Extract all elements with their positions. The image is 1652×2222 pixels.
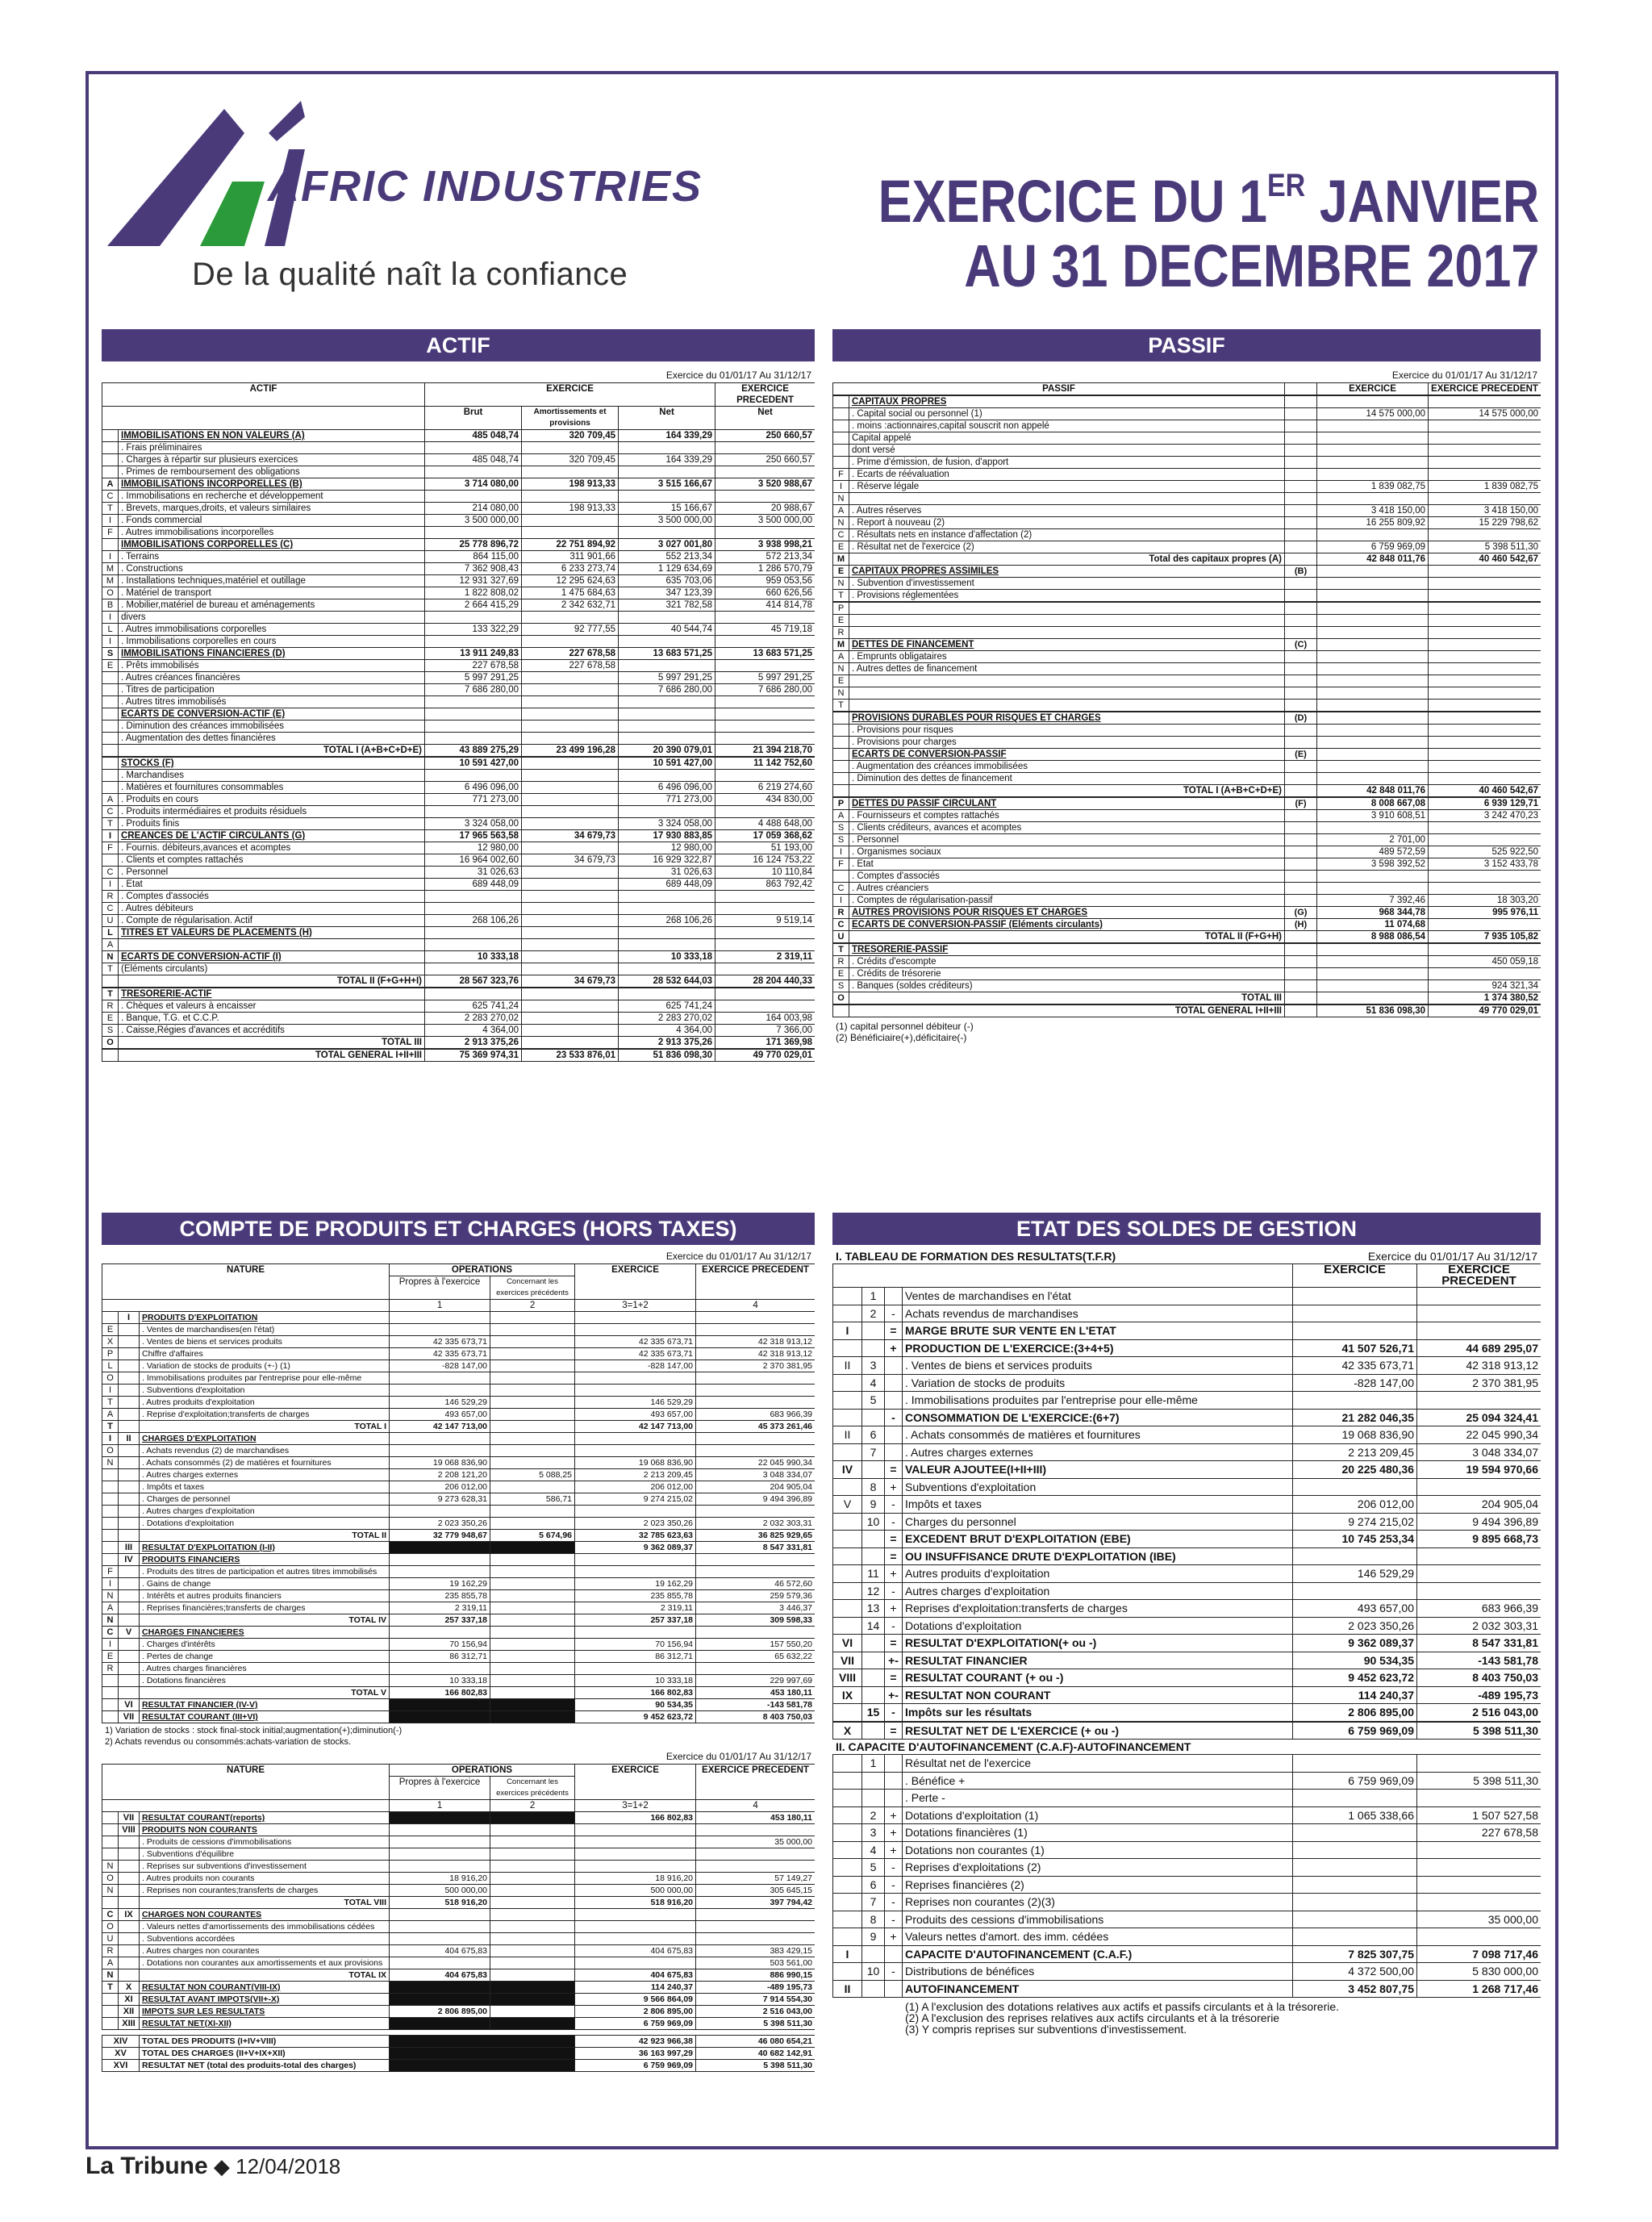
table-row: I II CHARGES D'EXPLOITATION (102, 1433, 816, 1445)
table-row: M DETTES DE FINANCEMENT (C) (833, 639, 1541, 651)
table-row: 12 - Autres charges d'exploitation (833, 1582, 1541, 1600)
table-row: A . Emprunts obligataires (833, 651, 1541, 663)
table-row: XII IMPOTS SUR LES RESULTATS 2 806 895,00 2 806 895,00 2 516 043,00 (102, 2006, 816, 2018)
table-row: V 9 - Impôts et taxes 206 012,00 204 905,04 (833, 1496, 1541, 1514)
table-row: dont versé (833, 445, 1541, 457)
table-row: L . Variation de stocks de produits (+-) (1) -828 147,00 -828 147,00 2 370 381,95 (102, 1360, 816, 1372)
table-row: I PRODUITS D'EXPLOITATION (102, 1312, 816, 1324)
table-row: . Charges à répartir sur plusieurs exercices 485 048,74 320 709,45 164 339,29 250 660,57 (102, 454, 816, 466)
table-row: = EXCEDENT BRUT D'EXPLOITATION (EBE) 10 745 253,34 9 895 668,73 (833, 1531, 1541, 1548)
table-row: R AUTRES PROVISIONS POUR RISQUES ET CHARGES (G) 968 344,78 995 976,11 (833, 907, 1541, 919)
table-row: C V CHARGES FINANCIERES (102, 1627, 816, 1639)
table-row: A . Fournisseurs et comptes rattachés 3 910 608,51 3 242 470,23 (833, 810, 1541, 822)
table-row: IMMOBILISATIONS CORPORELLES (C) 25 778 896,72 22 751 894,92 3 027 001,80 3 938 998,21 (102, 539, 816, 551)
table-row: PROVISIONS DURABLES POUR RISQUES ET CHARGES (D) (833, 712, 1541, 725)
actif-heading: ACTIF (102, 329, 815, 361)
table-row: N . Achats consommés (2) de matières et fournitures 19 068 836,90 19 068 836,90 22 045 990,34 (102, 1457, 816, 1469)
table-row: IV PRODUITS FINANCIERS (102, 1554, 816, 1566)
table-row: A . Reprise d'exploitation;transferts de charges 493 657,00 493 657,00 683 966,39 (102, 1409, 816, 1421)
table-row: II AUTOFINANCEMENT 3 452 807,75 1 268 717,46 (833, 1980, 1541, 1998)
cpc2-table: NATURE OPERATIONS EXERCICE EXERCICE PRECEDENT Propres à l'exercice Concernant les exercices précédents 1 2 3=1+2 4 VII RESULTAT COURANT(reports) 166 802,83 453 180,11 VIII PRODUITS NON COURANTS . Produits de cessions d'immobilisations 35 000,00 . Subventions d'équilibre N . Reprises sur subventions d'investissement O . Autres produits non courants 18 916,20 18 916,20 57 149,27 N . Reprises non courantes;transferts de charges 500 000,00 500 000,00 305 645,15 TOTAL VIII 518 916,20 518 916,20 397 794,42 C IX CHARGES NON COURANTES O . Valeurs nettes d'amortissements des immobilisations cédées U . Subventions accordées R . Autres charges non courantes 404 675,83 404 675,83 383 429,15 A . Dotations non courantes aux amortissements et aux provisions 503 561,00 N TOTAL IX 404 675,83 404 675,83 886 990,15 T X RESULTAT NON COURANT(VIII-IX) 114 240,37 -489 195,73 XI RESULTAT AVANT IMPOTS(VII+-X) 9 566 864,09 7 914 554,30 XII IMPOTS SUR LES RESULTATS 2 806 895,00 2 806 895,00 2 516 043,00 XIII RESULTAT NET(XI-XII) 6 759 969,09 5 398 511,30 (102, 1764, 815, 2030)
table-row: N ECARTS DE CONVERSION-ACTIF (I) 10 333,18 10 333,18 2 319,11 (102, 951, 816, 963)
table-row: M . Constructions 7 362 908,43 6 233 273,74 1 129 634,69 1 286 570,79 (102, 563, 816, 575)
cpc-heading: COMPTE DE PRODUITS ET CHARGES (HORS TAXES) (102, 1213, 815, 1245)
table-row: S . Personnel 2 701,00 (833, 834, 1541, 846)
table-row: 14 - Dotations d'exploitation 2 023 350,26 2 032 303,31 (833, 1617, 1541, 1635)
table-row: I . Etat 689 448,09 689 448,09 863 792,42 (102, 879, 816, 891)
table-row: . Primes de remboursement des obligations (102, 466, 816, 478)
table-row: X = RESULTAT NET DE L'EXERCICE (+ ou -) 6 759 969,09 5 398 511,30 (833, 1722, 1541, 1740)
table-row: 15 - Impôts sur les résultats 2 806 895,00 2 516 043,00 (833, 1704, 1541, 1722)
table-row: VII RESULTAT COURANT(reports) 166 802,83 453 180,11 (102, 1812, 816, 1824)
footer-separator: ◆ (213, 2154, 236, 2178)
actif-panel (102, 368, 815, 1207)
esg-tfr-table: EXERCICE EXERCICE PRECEDENT 1 Ventes de marchandises en l'état 2 - Achats revendus de marchandises I = MARGE BRUTE SUR VENTE EN L'ETAT + PRODUCTION DE L'EXERCICE:(3+4+5) 41 507 526,71 44 689 295,07 II 3 . Ventes de biens et services produits 42 335 673,71 42 318 913,12 4 . Variation de stocks de produits -828 147,00 2 370 381,95 5 . Immobilisations produites par l'entreprise pour elle-même - CONSOMMATION DE L'EXERCICE:(6+7) 21 282 046,35 25 094 324,41 II 6 . Achats consommés de matières et fournitures 19 068 836,90 22 045 990,34 7 . Autres charges externes 2 213 209,45 3 048 334,07 IV = VALEUR AJOUTEE(I+II+III) 20 225 480,36 19 594 970,66 8 + Subventions d'exploitation V 9 - Impôts et taxes 206 012,00 204 905,04 10 - Charges du personnel 9 274 215,02 9 494 396,89 = EXCEDENT BRUT D'EXPLOITATION (EBE) 10 745 253,34 9 895 668,73 = OU INSUFFISANCE DRUTE D'EXPLOITATION (IBE) 11 + Autres produits d'exploitation 146 529,29 12 - Autres charges d'exploitation 13 + Reprises d'exploitation:transferts de charges 493 657,00 683 966,39 14 - Dotations d'exploitation 2 023 350,26 2 032 303,31 VI = RESULTAT D'EXPLOITATION(+ ou -) 9 362 089,37 8 547 331,81 VII +- RESULTAT FINANCIER 90 534,35 -143 581,78 VIII = RESULTAT COURANT (+ ou -) 9 452 623,72 8 403 750,03 IX +- RESULTAT NON COURANT 114 240,37 -489 195,73 15 - Impôts sur les résultats 2 806 895,00 2 516 043,00 X = RESULTAT NET DE L'EXERCICE (+ ou -) 6 759 969,09 5 398 511,30 (832, 1263, 1541, 1740)
company-tagline: De la qualité naît la confiance (192, 257, 628, 292)
table-row: TOTAL GENERAL I+II+III 75 369 974,31 23 533 876,01 51 836 098,30 49 770 029,01 (102, 1050, 816, 1062)
newspaper-name: La Tribune (86, 2153, 208, 2179)
table-row: . Comptes d'associés (833, 871, 1541, 883)
table-row: 7 . Autres charges externes 2 213 209,45 3 048 334,07 (833, 1443, 1541, 1461)
totals-row: XIV TOTAL DES PRODUITS (I+IV+VIII) 42 923 966,38 46 080 654,21 (102, 2036, 816, 2048)
table-row: U . Compte de régularisation. Actif 268 106,26 268 106,26 9 519,14 (102, 915, 816, 927)
table-row: 3 + Dotations financières (1) 227 678,58 (833, 1824, 1541, 1842)
table-row: N . Reprises non courantes;transferts de charges 500 000,00 500 000,00 305 645,15 (102, 1885, 816, 1897)
cpc2-period: Exercice du 01/01/17 Au 31/12/17 (665, 1751, 811, 1762)
table-row: 6 - Reprises financières (2) (833, 1876, 1541, 1894)
table-row: T (833, 700, 1541, 712)
table-row: T . Brevets, marques,droits, et valeurs similaires 214 080,00 198 913,33 15 166,67 20 988,67 (102, 503, 816, 515)
actif-table: ACTIF EXERCICE EXERCICE PRECEDENT Brut Amortissements et provisions Net Net IMMOBILISATIONS EN NON VALEURS (A) 485 048,74 320 709,45 164 339,29 250 660,57 . Frais préliminaires . Charges à répartir sur plusieurs exercices 485 048,74 320 709,45 164 339,29 250 660,57 . Primes de remboursement des obligations A IMMOBILISATIONS INCORPORELLES (B) 3 714 080,00 198 913,33 3 515 166,67 3 520 988,67 C . Immobilisations en recherche et développement T . Brevets, marques,droits, et valeurs similaires 214 080,00 198 913,33 15 166,67 20 988,67 I . Fonds commercial 3 500 000,00 3 500 000,00 3 500 000,00 F . Autres immobilisations incorporelles IMMOBILISATIONS CORPORELLES (C) 25 778 896,72 22 751 894,92 3 027 001,80 3 938 998,21 I . Terrains 864 115,00 311 901,66 552 213,34 572 213,34 M . Constructions 7 362 908,43 6 233 273,74 1 129 634,69 1 286 570,79 M . Installations techniques,matériel et outillage 12 931 327,69 12 295 624,63 635 703,06 959 053,56 O . Matériel de transport 1 822 808,02 1 475 684,63 347 123,39 660 626,56 B . Mobilier,matériel de bureau et aménagements 2 664 415,29 2 342 632,71 321 782,58 414 814,78 I divers L . Autres immobilisations corporelles 133 322,29 92 777,55 40 544,74 45 719,18 I . Immobilisations corporelles en cours S IMMOBILISATIONS FINANCIERES (D) 13 911 249,83 227 678,58 13 683 571,25 13 683 571,25 E . Prêts immobilisés 227 678,58 227 678,58 . Autres créances financières 5 997 291,25 5 997 291,25 5 997 291,25 . Titres de participation 7 686 280,00 7 686 280,00 7 686 280,00 . Autres titres immobilisés ECARTS DE CONVERSION-ACTIF (E) . Diminution des créances immobilisées . Augmentation des dettes financières TOTAL I (A+B+C+D+E) 43 889 275,29 23 499 196,28 20 390 079,01 21 394 218,70 STOCKS (F) 10 591 427,00 10 591 427,00 11 142 752,60 . Marchandises . Matières et fournitures consommables 6 496 096,00 6 496 096,00 6 219 274,60 A . Produits en cours 771 273,00 771 273,00 434 830,00 C . Produits intermédiaires et produits résiduels T . Produits finis 3 324 058,00 3 324 058,00 4 488 648,00 I CREANCES DE L'ACTIF CIRCULANTS (G) 17 965 563,58 34 679,73 17 930 883,85 17 059 368,62 F . Fournis. débiteurs,avances et acomptes 12 980,00 12 980,00 51 193,00 . Clients et comptes rattachés 16 964 002,60 34 679,73 16 929 322,87 16 124 753,22 C . Personnel 31 026,63 31 026,63 10 110,84 I . Etat 689 448,09 689 448,09 863 792,42 R . Comptes d'associés C . Autres débiteurs U . Compte de régularisation. Actif 268 106,26 268 106,26 9 519,14 L TITRES ET VALEURS DE PLACEMENTS (H) A N ECARTS DE CONVERSION-ACTIF (I) 10 333,18 10 333,18 2 319,11 T (Eléments circulants) TOTAL II (F+G+H+I) 28 567 323,76 34 679,73 28 532 644,03 28 204 440,33 T TRESORERIE-ACTIF R . Chèques et valeurs à encaisser 625 741,24 625 741,24 E . Banque, T.G. et C.C.P. 2 283 270,02 2 283 270,02 164 003,98 S . Caisse,Régies d'avances et accréditifs 4 364,00 4 364,00 7 366,00 O TOTAL III 2 913 375,26 2 913 375,26 171 369,98 TOTAL GENERAL I+II+III 75 369 974,31 23 533 876,01 51 836 098,30 49 770 029,01 (102, 382, 815, 1062)
table-row: O TOTAL III 2 913 375,26 2 913 375,26 171 369,98 (102, 1037, 816, 1049)
passif-period: Exercice du 01/01/17 Au 31/12/17 (1391, 370, 1537, 381)
table-row: . Impôts et taxes 206 012,00 206 012,00 204 905,04 (102, 1481, 816, 1493)
table-row: S . Caisse,Régies d'avances et accréditifs 4 364,00 4 364,00 7 366,00 (102, 1025, 816, 1037)
esg-section2-title: II. CAPACITE D'AUTOFINANCEMENT (C.A.F)-AUTOFINANCEMENT (836, 1740, 1191, 1753)
totals-row: XV TOTAL DES CHARGES (II+V+IX+XII) 36 163 997,29 40 682 142,91 (102, 2048, 816, 2060)
table-row: . Prime d'émission, de fusion, d'apport (833, 457, 1541, 469)
table-row: 5 . Immobilisations produites par l'entreprise pour elle-même (833, 1392, 1541, 1410)
table-row: 2 - Achats revendus de marchandises (833, 1305, 1541, 1322)
table-row: F . Ecarts de réévaluation (833, 469, 1541, 481)
table-row: I divers (102, 612, 816, 624)
table-row: F . Fournis. débiteurs,avances et acomptes 12 980,00 12 980,00 51 193,00 (102, 842, 816, 854)
table-row: . Bénéfice + 6 759 969,09 5 398 511,30 (833, 1772, 1541, 1790)
table-row: ECARTS DE CONVERSION-PASSIF (E) (833, 749, 1541, 761)
table-row: I . Charges d'intérêts 70 156,94 70 156,94 157 550,20 (102, 1639, 816, 1651)
table-row: O . Achats revendus (2) de marchandises (102, 1445, 816, 1457)
table-row: A . Autres réserves 3 418 150,00 3 418 150,00 (833, 505, 1541, 517)
table-row: III RESULTAT D'EXPLOITATION (I-II) 9 362 089,37 8 547 331,81 (102, 1542, 816, 1554)
table-row: A IMMOBILISATIONS INCORPORELLES (B) 3 714 080,00 198 913,33 3 515 166,67 3 520 988,67 (102, 478, 816, 491)
table-row: T TRESORERIE-PASSIF (833, 944, 1541, 956)
cpc-notes: 1) Variation de stocks : stock final-stock initial;augmentation(+);diminution(-) 2) Achats revendus ou consommés:achats-variation de stocks. (105, 1726, 403, 1747)
table-row: + PRODUCTION DE L'EXERCICE:(3+4+5) 41 507 526,71 44 689 295,07 (833, 1339, 1541, 1357)
table-row: 13 + Reprises d'exploitation:transferts de charges 493 657,00 683 966,39 (833, 1600, 1541, 1618)
table-row: C IX CHARGES NON COURANTES (102, 1909, 816, 1921)
table-row: TOTAL GENERAL I+II+III 51 836 098,30 49 770 029,01 (833, 1005, 1541, 1017)
table-row: IMMOBILISATIONS EN NON VALEURS (A) 485 048,74 320 709,45 164 339,29 250 660,57 (102, 430, 816, 442)
table-row: VI RESULTAT FINANCIER (IV-V) 90 534,35 -143 581,78 (102, 1699, 816, 1711)
table-row: O . Immobilisations produites par l'entreprise pour elle-même (102, 1372, 816, 1385)
table-row: U TOTAL II (F+G+H) 8 988 086,54 7 935 105,82 (833, 931, 1541, 943)
table-row: O . Autres produits non courants 18 916,20 18 916,20 57 149,27 (102, 1873, 816, 1885)
table-row: T TRESORERIE-ACTIF (102, 988, 816, 1000)
table-row: 2 + Dotations d'exploitation (1) 1 065 338,66 1 507 527,58 (833, 1806, 1541, 1824)
table-row: F . Produits des titres de participation et autres titres immobilisés (102, 1566, 816, 1578)
table-row: T . Produits finis 3 324 058,00 3 324 058,00 4 488 648,00 (102, 818, 816, 830)
table-row: = OU INSUFFISANCE DRUTE D'EXPLOITATION (IBE) (833, 1547, 1541, 1565)
passif-panel (832, 368, 1541, 1207)
table-row: TOTAL I (A+B+C+D+E) 43 889 275,29 23 499 196,28 20 390 079,01 21 394 218,70 (102, 745, 816, 757)
table-row: L TITRES ET VALEURS DE PLACEMENTS (H) (102, 927, 816, 939)
table-row: TOTAL II 32 779 948,67 5 674,96 32 785 623,63 36 825 929,65 (102, 1530, 816, 1542)
cpc-panel (102, 1249, 815, 2153)
table-row: TOTAL VIII 518 916,20 518 916,20 397 794,42 (102, 1897, 816, 1909)
table-row: II 3 . Ventes de biens et services produits 42 335 673,71 42 318 913,12 (833, 1357, 1541, 1375)
table-row: VI = RESULTAT D'EXPLOITATION(+ ou -) 9 362 089,37 8 547 331,81 (833, 1635, 1541, 1652)
passif-table: PASSIF EXERCICE EXERCICE PRECEDENT CAPITAUX PROPRES . Capital social ou personnel (1) 14 575 000,00 14 575 000,00 . moins :actionnaires,capital souscrit non appelé Capital appelé dont versé . Prime d'émission, de fusion, d'apport F . Ecarts de réévaluation I . Réserve légale 1 839 082,75 1 839 082,75 N A . Autres réserves 3 418 150,00 3 418 150,00 N . Report à nouveau (2) 16 255 809,92 15 229 798,62 C . Résultats nets en instance d'affectation (2) E . Résultat net de l'exercice (2) 6 759 969,09 5 398 511,30 M Total des capitaux propres (A) 42 848 011,76 40 460 542,67 E CAPITAUX PROPRES ASSIMILES (B) N . Subvention d'investissement T . Provisions réglementées P E R M DETTES DE FINANCEMENT (C) A . Emprunts obligataires N . Autres dettes de financement E N T PROVISIONS DURABLES POUR RISQUES ET CHARGES (D) . Provisions pour risques . Provisions pour charges ECARTS DE CONVERSION-PASSIF (E) . Augmentation des créances immobilisées . Diminution des dettes de financement TOTAL I (A+B+C+D+E) 42 848 011,76 40 460 542,67 P DETTES DU PASSIF CIRCULANT (F) 8 008 667,08 6 939 129,71 A . Fournisseurs et comptes rattachés 3 910 608,51 3 242 470,23 S . Clients créditeurs, avances et acomptes S . Personnel 2 701,00 I . Organismes sociaux 489 572,59 525 922,50 F . Etat 3 598 392,52 3 152 433,78 . Comptes d'associés C . Autres créanciers I . Comptes de régularisation-passif 7 392,46 18 303,20 R AUTRES PROVISIONS POUR RISQUES ET CHARGES (G) 968 344,78 995 976,11 C ECARTS DE CONVERSION-PASSIF (Eléments circulants) (H) 11 074,68 U TOTAL II (F+G+H) 8 988 086,54 7 935 105,82 T TRESORERIE-PASSIF R . Crédits d'escompte 450 059,18 E . Crédits de trésorerie S . Banques (soldes créditeurs) 924 321,34 O TOTAL III 1 374 380,52 TOTAL GENERAL I+II+III 51 836 098,30 49 770 029,01 (832, 382, 1541, 1017)
table-row: P (833, 603, 1541, 615)
table-row: TOTAL I (A+B+C+D+E) 42 848 011,76 40 460 542,67 (833, 785, 1541, 797)
table-row: . Marchandises (102, 770, 816, 782)
passif-notes: (1) capital personnel débiteur (-) (2) Bénéficiaire(+),déficitaire(-) (836, 1021, 974, 1043)
table-row: I . Organismes sociaux 489 572,59 525 922,50 (833, 846, 1541, 858)
table-row: N . Reprises sur subventions d'investissement (102, 1861, 816, 1873)
table-row: C . Personnel 31 026,63 31 026,63 10 110,84 (102, 867, 816, 879)
table-row: I CREANCES DE L'ACTIF CIRCULANTS (G) 17 965 563,58 34 679,73 17 930 883,85 17 059 368,62 (102, 830, 816, 842)
table-row: VII RESULTAT COURANT (III+VI) 9 452 623,72 8 403 750,03 (102, 1711, 816, 1723)
table-row: . Capital social ou personnel (1) 14 575 000,00 14 575 000,00 (833, 408, 1541, 420)
totals-row: XVI RESULTAT NET (total des produits-total des charges) 6 759 969,09 5 398 511,30 (102, 2060, 816, 2072)
table-row: II 6 . Achats consommés de matières et fournitures 19 068 836,90 22 045 990,34 (833, 1426, 1541, 1444)
table-row: A (102, 939, 816, 951)
table-row: N TOTAL IX 404 675,83 404 675,83 886 990,15 (102, 1969, 816, 1982)
esg-heading: ETAT DES SOLDES DE GESTION (832, 1213, 1541, 1245)
table-row: . Provisions pour risques (833, 725, 1541, 737)
table-row: N . Subvention d'investissement (833, 578, 1541, 590)
table-row: TOTAL II (F+G+H+I) 28 567 323,76 34 679,73 28 532 644,03 28 204 440,33 (102, 975, 816, 988)
table-row: . Matières et fournitures consommables 6 496 096,00 6 496 096,00 6 219 274,60 (102, 782, 816, 794)
table-row: T TOTAL I 42 147 713,00 42 147 713,00 45 373 261,46 (102, 1421, 816, 1433)
table-row: A . Produits en cours 771 273,00 771 273,00 434 830,00 (102, 794, 816, 806)
table-row: . Charges de personnel 9 273 628,31 586,71 9 274 215,02 9 494 396,89 (102, 1493, 816, 1506)
table-row: E (833, 615, 1541, 627)
esg-panel (832, 1249, 1541, 2145)
table-row: . Frais préliminaires (102, 442, 816, 454)
table-row: 1 Résultat net de l'exercice (833, 1755, 1541, 1773)
table-row: X . Ventes de biens et services produits 42 335 673,71 42 335 673,71 42 318 913,12 (102, 1336, 816, 1348)
footer-date: 12/04/2018 (236, 2154, 341, 2178)
table-row: I . Comptes de régularisation-passif 7 392,46 18 303,20 (833, 895, 1541, 907)
table-row: A . Dotations non courantes aux amortissements et aux provisions 503 561,00 (102, 1957, 816, 1969)
table-row: R . Autres charges financières (102, 1663, 816, 1675)
table-row: I . Fonds commercial 3 500 000,00 3 500 000,00 3 500 000,00 (102, 515, 816, 527)
table-row: C . Immobilisations en recherche et développement (102, 491, 816, 503)
table-row: I . Terrains 864 115,00 311 901,66 552 213,34 572 213,34 (102, 551, 816, 563)
table-row: I . Gains de change 19 162,29 19 162,29 46 572,60 (102, 1578, 816, 1590)
table-row: 8 + Subventions d'exploitation (833, 1478, 1541, 1496)
table-row: F . Autres immobilisations incorporelles (102, 527, 816, 539)
table-row: E . Résultat net de l'exercice (2) 6 759 969,09 5 398 511,30 (833, 541, 1541, 553)
table-row: R . Crédits d'escompte 450 059,18 (833, 956, 1541, 968)
table-row: M Total des capitaux propres (A) 42 848 011,76 40 460 542,67 (833, 553, 1541, 566)
table-row: 4 + Dotations non courantes (1) (833, 1841, 1541, 1859)
table-row: C . Résultats nets en instance d'affectation (2) (833, 529, 1541, 541)
table-row: 10 - Distributions de bénéfices 4 372 500,00 5 830 000,00 (833, 1963, 1541, 1981)
table-row: N . Autres dettes de financement (833, 663, 1541, 675)
table-row: 4 . Variation de stocks de produits -828 147,00 2 370 381,95 (833, 1374, 1541, 1392)
table-row: . Subventions d'équilibre (102, 1848, 816, 1861)
table-row: B . Mobilier,matériel de bureau et aménagements 2 664 415,29 2 342 632,71 321 782,58 414 814,78 (102, 599, 816, 612)
table-row: E . Crédits de trésorerie (833, 968, 1541, 980)
table-row: . Augmentation des créances immobilisées (833, 761, 1541, 773)
esg-notes: (1) A l'exclusion des dotations relatives aux actifs et passifs circulants et à la trésorerie. (2) A l'exclusion des reprises relatives aux actifs circulants et à la trésorerie (3) Y compris reprises sur subventions d'investissement. (905, 2000, 1340, 2036)
table-row: T X RESULTAT NON COURANT(VIII-IX) 114 240,37 -489 195,73 (102, 1982, 816, 1994)
table-row: S . Banques (soldes créditeurs) 924 321,34 (833, 980, 1541, 992)
table-row: . Titres de participation 7 686 280,00 7 686 280,00 7 686 280,00 (102, 684, 816, 696)
table-row: VIII PRODUITS NON COURANTS (102, 1824, 816, 1836)
table-row: 5 - Reprises d'exploitations (2) (833, 1859, 1541, 1877)
table-row: 8 - Produits des cessions d'immobilisations 35 000,00 (833, 1911, 1541, 1928)
table-row: E (833, 675, 1541, 687)
table-row: O . Valeurs nettes d'amortissements des immobilisations cédées (102, 1921, 816, 1933)
table-row: O TOTAL III 1 374 380,52 (833, 992, 1541, 1004)
table-row: - CONSOMMATION DE L'EXERCICE:(6+7) 21 282 046,35 25 094 324,41 (833, 1409, 1541, 1426)
table-row: C . Autres débiteurs (102, 903, 816, 915)
table-row: . Dotations financières 10 333,18 10 333,18 229 997,69 (102, 1675, 816, 1687)
table-row: N . Intérêts et autres produits financiers 235 855,78 235 855,78 259 579,36 (102, 1590, 816, 1602)
cpc-table: NATURE OPERATIONS EXERCICE EXERCICE PRECEDENT Propres à l'exercice Concernant les exercices précédents 1 2 3=1+2 4 I PRODUITS D'EXPLOITATION E . Ventes de marchandises(en l'état) X . Ventes de biens et services produits 42 335 673,71 42 335 673,71 42 318 913,12 P Chiffre d'affaires 42 335 673,71 42 335 673,71 42 318 913,12 L . Variation de stocks de produits (+-) (1) -828 147,00 -828 147,00 2 370 381,95 O . Immobilisations produites par l'entreprise pour elle-même I . Subventions d'exploitation T . Autres produits d'exploitation 146 529,29 146 529,29 A . Reprise d'exploitation;transferts de charges 493 657,00 493 657,00 683 966,39 T TOTAL I 42 147 713,00 42 147 713,00 45 373 261,46 I II CHARGES D'EXPLOITATION O . Achats revendus (2) de marchandises N . Achats consommés (2) de matières et fournitures 19 068 836,90 19 068 836,90 22 045 990,34 . Autres charges externes 2 208 121,20 5 088,25 2 213 209,45 3 048 334,07 . Impôts et taxes 206 012,00 206 012,00 204 905,04 . Charges de personnel 9 273 628,31 586,71 9 274 215,02 9 494 396,89 . Autres charges d'exploitation . Dotations d'exploitation 2 023 350,26 2 023 350,26 2 032 303,31 TOTAL II 32 779 948,67 5 674,96 32 785 623,63 36 825 929,65 III RESULTAT D'EXPLOITATION (I-II) 9 362 089,37 8 547 331,81 IV PRODUITS FINANCIERS F . Produits des titres de participation et autres titres immobilisés I . Gains de change 19 162,29 19 162,29 46 572,60 N . Intérêts et autres produits financiers 235 855,78 235 855,78 259 579,36 A . Reprises financières;transferts de charges 2 319,11 2 319,11 3 446,37 N TOTAL IV 257 337,18 257 337,18 309 598,33 C V CHARGES FINANCIERES I . Charges d'intérêts 70 156,94 70 156,94 157 550,20 E . Pertes de change 86 312,71 86 312,71 65 632,22 R . Autres charges financières . Dotations financières 10 333,18 10 333,18 229 997,69 TOTAL V 166 802,83 166 802,83 453 180,11 VI RESULTAT FINANCIER (IV-V) 90 534,35 -143 581,78 VII RESULTAT COURANT (III+VI) 9 452 623,72 8 403 750,03 (102, 1263, 815, 1723)
table-row: I CAPACITE D'AUTOFINANCEMENT (C.A.F.) 7 825 307,75 7 098 717,46 (833, 1945, 1541, 1963)
table-row: E CAPITAUX PROPRES ASSIMILES (B) (833, 566, 1541, 578)
cpc-period: Exercice du 01/01/17 Au 31/12/17 (665, 1251, 811, 1262)
table-row: . Perte - (833, 1790, 1541, 1807)
table-row: TOTAL V 166 802,83 166 802,83 453 180,11 (102, 1687, 816, 1699)
table-row: N . Report à nouveau (2) 16 255 809,92 15 229 798,62 (833, 517, 1541, 529)
table-row: C . Autres créanciers (833, 883, 1541, 895)
table-row: 1 Ventes de marchandises en l'état (833, 1288, 1541, 1305)
table-row: . Autres charges d'exploitation (102, 1506, 816, 1518)
table-row: E . Ventes de marchandises(en l'état) (102, 1324, 816, 1336)
cpc-totals-table (102, 2035, 815, 2072)
table-row: 11 + Autres produits d'exploitation 146 529,29 (833, 1565, 1541, 1583)
table-row: I . Immobilisations corporelles en cours (102, 636, 816, 648)
table-row: P Chiffre d'affaires 42 335 673,71 42 335 673,71 42 318 913,12 (102, 1348, 816, 1360)
table-row: I . Subventions d'exploitation (102, 1385, 816, 1397)
table-row: C ECARTS DE CONVERSION-PASSIF (Eléments circulants) (H) 11 074,68 (833, 919, 1541, 931)
esg-period: Exercice du 01/01/17 Au 31/12/17 (1367, 1250, 1537, 1263)
table-row: IX +- RESULTAT NON COURANT 114 240,37 -489 195,73 (833, 1686, 1541, 1704)
table-row: P DETTES DU PASSIF CIRCULANT (F) 8 008 667,08 6 939 129,71 (833, 798, 1541, 810)
table-row: T (Eléments circulants) (102, 963, 816, 975)
table-row: ECARTS DE CONVERSION-ACTIF (E) (102, 708, 816, 720)
table-row: N (833, 493, 1541, 505)
table-row: . Autres charges externes 2 208 121,20 5 088,25 2 213 209,45 3 048 334,07 (102, 1469, 816, 1481)
table-row: Capital appelé (833, 432, 1541, 445)
table-row: N TOTAL IV 257 337,18 257 337,18 309 598,33 (102, 1614, 816, 1627)
table-row: T . Provisions réglementées (833, 590, 1541, 602)
table-row: A . Reprises financières;transferts de charges 2 319,11 2 319,11 3 446,37 (102, 1602, 816, 1614)
table-row: . Diminution des dettes de financement (833, 773, 1541, 785)
table-row: VII +- RESULTAT FINANCIER 90 534,35 -143 581,78 (833, 1652, 1541, 1669)
passif-heading: PASSIF (832, 329, 1541, 361)
table-row: . Autres créances financières 5 997 291,25 5 997 291,25 5 997 291,25 (102, 672, 816, 684)
footer (86, 2153, 340, 2180)
table-row: 9 + Valeurs nettes d'amort. des imm. cédées (833, 1928, 1541, 1946)
table-row: 7 - Reprises non courantes (2)(3) (833, 1894, 1541, 1911)
table-row: IV = VALEUR AJOUTEE(I+II+III) 20 225 480,36 19 594 970,66 (833, 1461, 1541, 1479)
table-row: STOCKS (F) 10 591 427,00 10 591 427,00 11 142 752,60 (102, 758, 816, 770)
table-row: L . Autres immobilisations corporelles 133 322,29 92 777,55 40 544,74 45 719,18 (102, 624, 816, 636)
table-row: . Diminution des créances immobilisées (102, 720, 816, 733)
table-row: N (833, 687, 1541, 700)
table-row: . Clients et comptes rattachés 16 964 002,60 34 679,73 16 929 322,87 16 124 753,22 (102, 854, 816, 867)
table-row: R . Chèques et valeurs à encaisser 625 741,24 625 741,24 (102, 1000, 816, 1013)
table-row: O . Matériel de transport 1 822 808,02 1 475 684,63 347 123,39 660 626,56 (102, 587, 816, 599)
esg-caf-table (832, 1754, 1541, 1998)
table-row: I . Réserve légale 1 839 082,75 1 839 082,75 (833, 481, 1541, 493)
table-row: E . Pertes de change 86 312,71 86 312,71 65 632,22 (102, 1651, 816, 1663)
table-row: . Dotations d'exploitation 2 023 350,26 2 023 350,26 2 032 303,31 (102, 1518, 816, 1530)
table-row: E . Prêts immobilisés 227 678,58 227 678,58 (102, 660, 816, 672)
table-row: R (833, 627, 1541, 639)
table-row: I = MARGE BRUTE SUR VENTE EN L'ETAT (833, 1322, 1541, 1340)
company-name: AFRIC INDUSTRIES (268, 162, 703, 211)
table-row: XI RESULTAT AVANT IMPOTS(VII+-X) 9 566 864,09 7 914 554,30 (102, 1994, 816, 2006)
table-row: E . Banque, T.G. et C.C.P. 2 283 270,02 2 283 270,02 164 003,98 (102, 1013, 816, 1025)
table-row: S . Clients créditeurs, avances et acomptes (833, 822, 1541, 834)
table-row: R . Autres charges non courantes 404 675,83 404 675,83 383 429,15 (102, 1945, 816, 1957)
table-row: U . Subventions accordées (102, 1933, 816, 1945)
table-row: . Provisions pour charges (833, 737, 1541, 749)
table-row: 10 - Charges du personnel 9 274 215,02 9 494 396,89 (833, 1513, 1541, 1531)
table-row: F . Etat 3 598 392,52 3 152 433,78 (833, 858, 1541, 871)
table-row: M . Installations techniques,matériel et outillage 12 931 327,69 12 295 624,63 635 703,06 959 053,56 (102, 575, 816, 587)
esg-section1-title: I. TABLEAU DE FORMATION DES RESULTATS(T.F.R) (836, 1250, 1116, 1263)
page-title: EXERCICE DU 1ER JANVIER AU 31 DECEMBRE 2017 (878, 168, 1539, 299)
actif-period: Exercice du 01/01/17 Au 31/12/17 (665, 370, 811, 381)
table-row: CAPITAUX PROPRES (833, 396, 1541, 408)
table-row: . Produits de cessions d'immobilisations 35 000,00 (102, 1836, 816, 1848)
table-row: . Augmentation des dettes financières (102, 733, 816, 745)
table-row: S IMMOBILISATIONS FINANCIERES (D) 13 911 249,83 227 678,58 13 683 571,25 13 683 571,25 (102, 648, 816, 660)
table-row: R . Comptes d'associés (102, 891, 816, 903)
table-row: . Autres titres immobilisés (102, 696, 816, 708)
table-row: XIII RESULTAT NET(XI-XII) 6 759 969,09 5 398 511,30 (102, 2018, 816, 2030)
table-row: T . Autres produits d'exploitation 146 529,29 146 529,29 (102, 1397, 816, 1409)
table-row: VIII = RESULTAT COURANT (+ ou -) 9 452 623,72 8 403 750,03 (833, 1669, 1541, 1687)
table-row: C . Produits intermédiaires et produits résiduels (102, 806, 816, 818)
table-row: . moins :actionnaires,capital souscrit non appelé (833, 420, 1541, 432)
